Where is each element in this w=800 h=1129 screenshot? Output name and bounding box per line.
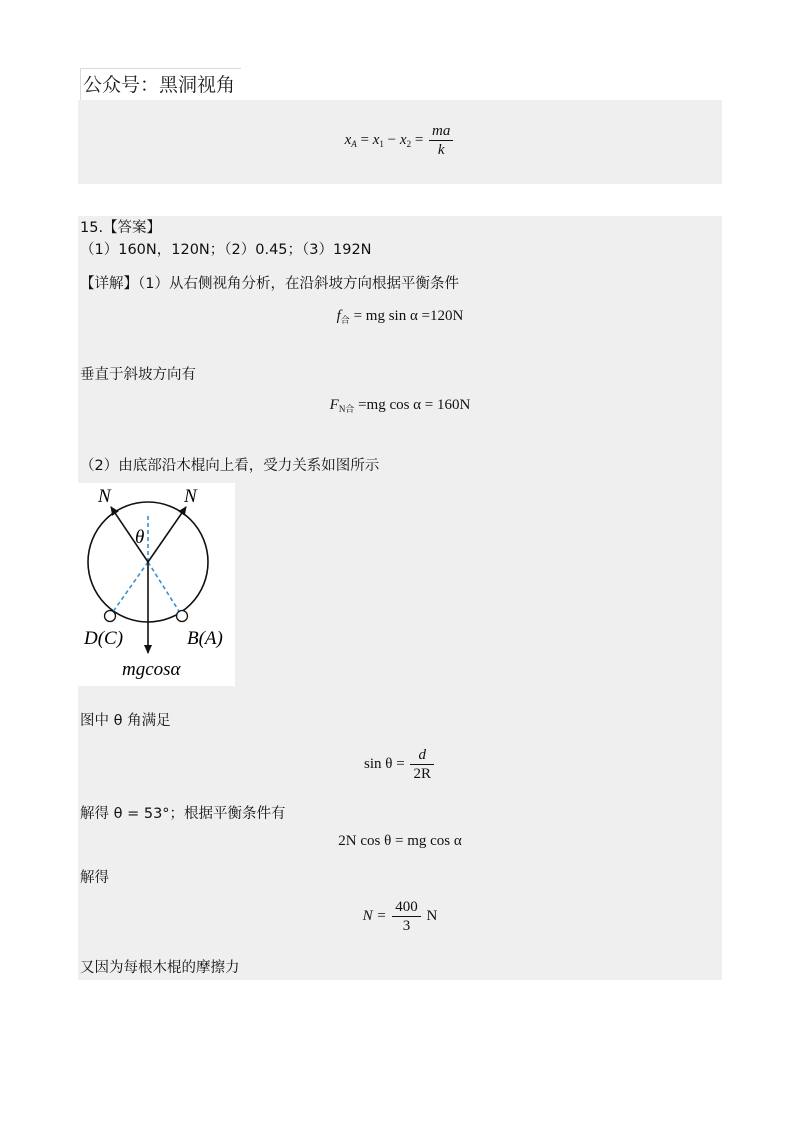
part2-text: （2）由底部沿木棍向上看，受力关系如图所示 (80, 458, 380, 474)
solve-theta-text: 解得 θ = 53°；根据平衡条件有 (80, 806, 286, 822)
formula-sin-theta: sin θ = $\frac{d}{2R}$ (78, 746, 722, 783)
label-dc: D(C) (84, 628, 124, 649)
theta-text: 图中 θ 角满足 (80, 713, 171, 729)
answers-line: （1）160N，120N；（2）0.45；（3）192N (80, 242, 372, 258)
detail-line: 【详解】（1）从右侧视角分析，在沿斜坡方向根据平衡条件 (80, 276, 459, 292)
formula-normal-total: $F_{N合} =mg$ cos α = 160N (329, 397, 471, 414)
label-ba: B(A) (187, 628, 223, 649)
solution-block-top (78, 100, 722, 184)
formula-n-value: N = $\frac{400}{3}$ N (362, 899, 438, 934)
force-diagram-svg (78, 483, 235, 686)
force-diagram (78, 483, 235, 686)
support-point-left (105, 611, 116, 622)
perpendicular-text: 垂直于斜坡方向有 (80, 367, 196, 383)
label-mgcosa: mgcosα (122, 659, 181, 680)
label-n-left: N (98, 486, 111, 507)
support-point-right (177, 611, 188, 622)
formula-xa: $x_A = x_1 - x_2$ = $\frac{ma}{k}$ (78, 122, 722, 159)
solve-text: 解得 (80, 870, 109, 886)
formula-f-total: $f_合$ = mg sin α =120N (336, 308, 464, 325)
label-n-right: N (184, 486, 197, 507)
solution-block-q15 (78, 216, 722, 980)
label-theta: θ (135, 527, 145, 548)
dashed-line-right (148, 562, 182, 616)
formula-balance: 2N cos θ = mg cos α (338, 833, 462, 849)
friction-text: 又因为每根木棍的摩擦力 (80, 960, 240, 976)
question-heading: 15.【答案】 (80, 220, 162, 236)
watermark-label: 公众号：黑洞视角 (80, 68, 241, 101)
dashed-line-left (110, 562, 148, 616)
normal-force-right-arrow (148, 507, 186, 562)
